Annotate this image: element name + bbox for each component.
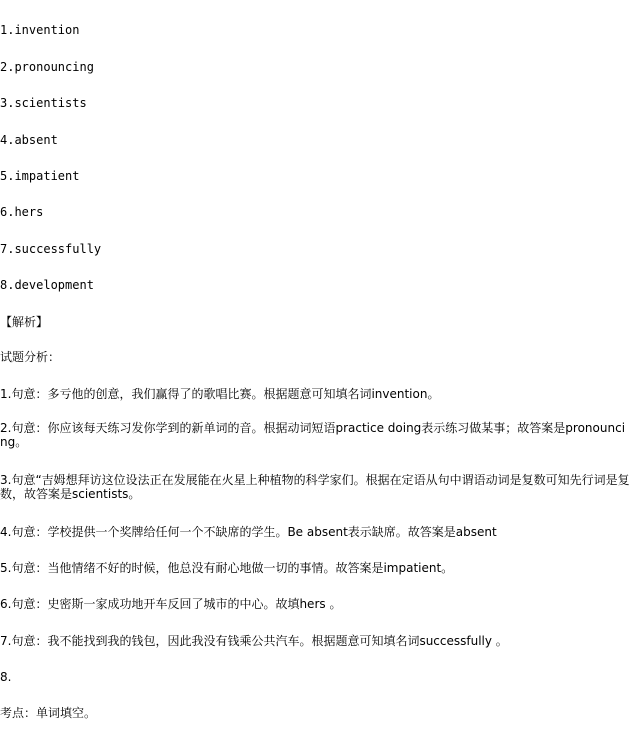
answer-8: 8.development xyxy=(0,278,94,292)
analysis-item-8: 8. xyxy=(0,670,12,684)
answer-4: 4.absent xyxy=(0,133,58,147)
analysis-footer: 考点：单词填空。 xyxy=(0,706,97,720)
answer-6: 6.hers xyxy=(0,205,44,219)
analysis-item-4: 4.句意：学校提供一个奖牌给任何一个不缺席的学生。Be absent表示缺席。故答案是absent xyxy=(0,525,497,539)
answer-1: 1.invention xyxy=(0,23,80,37)
analysis-item-6: 6.句意：史密斯一家成功地开车反回了城市的中心。故填hers 。 xyxy=(0,597,342,611)
analysis-item-5: 5.句意：当他情绪不好的时候，他总没有耐心地做一切的事情。故答案是impatient。 xyxy=(0,561,454,575)
answer-3: 3.scientists xyxy=(0,96,87,110)
answer-5: 5.impatient xyxy=(0,169,80,183)
analysis-heading: 【解析】 xyxy=(0,315,49,329)
analysis-item-3: 3.句意“吉姆想拜访这位设法正在发展能在火星上种植物的科学家们。根据在定语从句中谓语动词是复数可知先行词是复数，故答案是scientists。 xyxy=(0,473,630,501)
answer-7: 7.successfully xyxy=(0,242,102,256)
analysis-item-2: 2.句意：你应该每天练习发你学到的新单词的音。根据动词短语practice doing表示练习做某事；故答案是pronouncing。 xyxy=(0,421,626,449)
analysis-subheading: 试题分析： xyxy=(0,350,61,364)
analysis-item-1: 1.句意：多亏他的创意，我们赢得了的歌唱比赛。根据题意可知填名词invention。 xyxy=(0,387,440,401)
answer-2: 2.pronouncing xyxy=(0,60,94,74)
analysis-item-7: 7.句意：我不能找到我的钱包，因此我没有钱乘公共汽车。根据题意可知填名词successfully 。 xyxy=(0,634,508,648)
